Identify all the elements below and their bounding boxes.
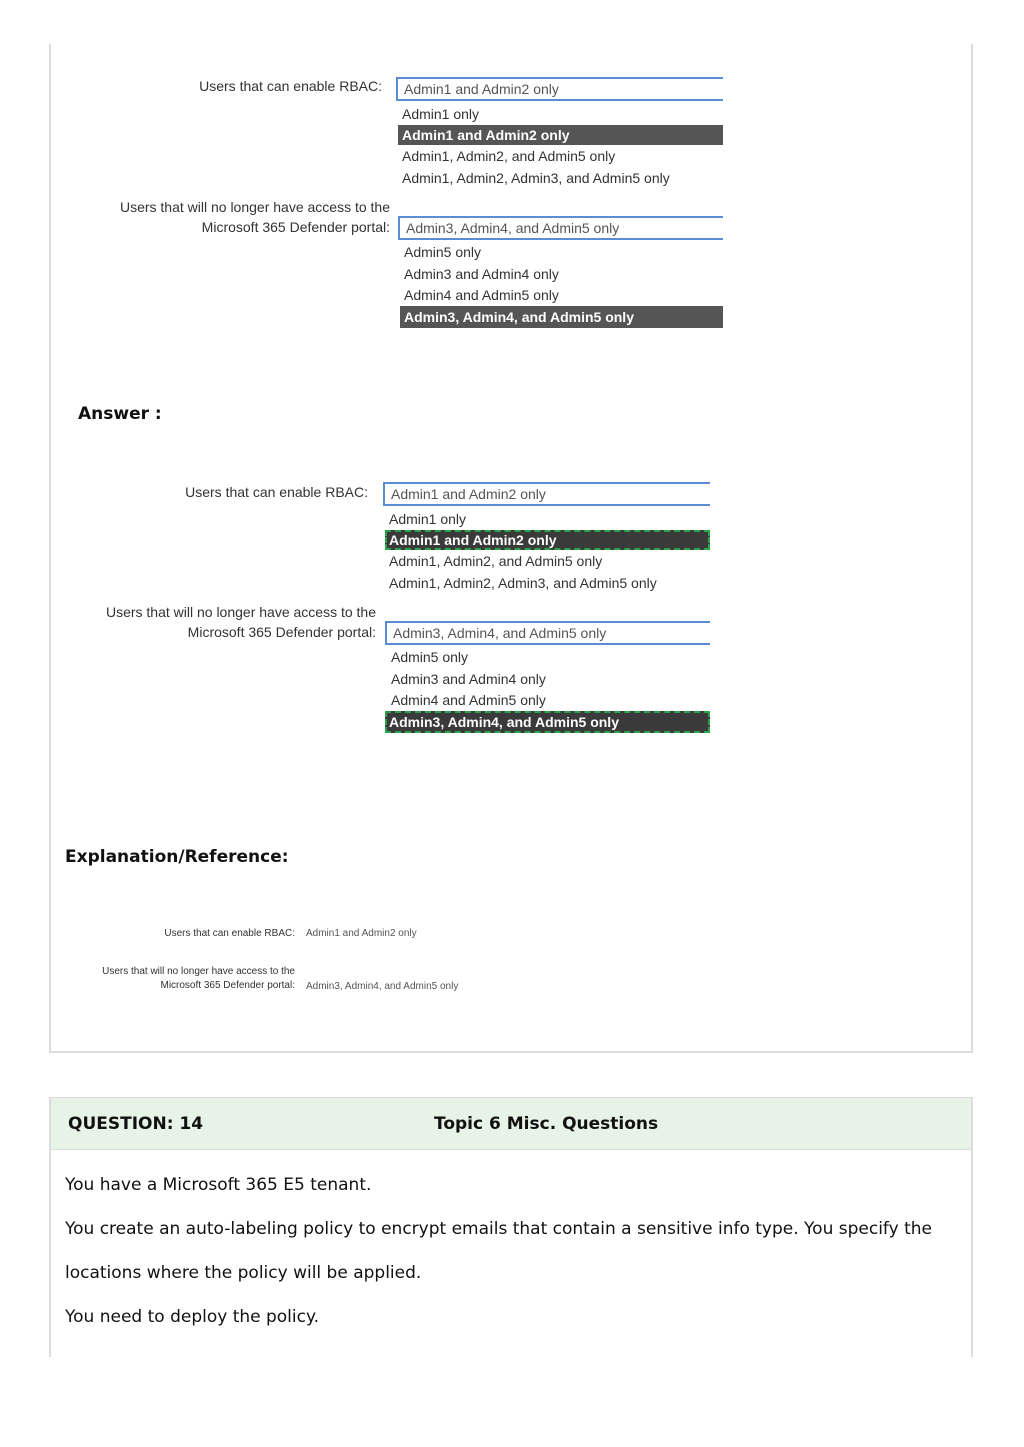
portal-option[interactable]: Admin4 and Admin5 only [404, 287, 559, 303]
portal-label-line2: Microsoft 365 Defender portal: [160, 980, 295, 991]
question-line: locations where the policy will be applied. [65, 1263, 422, 1283]
portal-select[interactable]: Admin3, Admin4, and Admin5 only [385, 621, 710, 645]
question-number: QUESTION: 14 [68, 1114, 204, 1134]
question-header [51, 1098, 971, 1150]
portal-select[interactable]: Admin3, Admin4, and Admin5 only [398, 216, 723, 240]
rbac-option[interactable]: Admin1, Admin2, Admin3, and Admin5 only [389, 575, 657, 591]
rbac-option[interactable]: Admin1, Admin2, Admin3, and Admin5 only [402, 170, 670, 186]
portal-option[interactable]: Admin3 and Admin4 only [404, 266, 559, 282]
rbac-label: Users that can enable RBAC: [164, 928, 295, 939]
rbac-value: Admin1 and Admin2 only [306, 928, 417, 939]
portal-option[interactable]: Admin3 and Admin4 only [391, 671, 546, 687]
question-14-card [49, 1097, 973, 1357]
question-line: You need to deploy the policy. [65, 1307, 320, 1327]
portal-label-line1: Users that will no longer have access to the [119, 199, 390, 215]
rbac-option[interactable]: Admin1 only [402, 106, 480, 122]
portal-option-answer[interactable]: Admin3, Admin4, and Admin5 only [385, 711, 710, 733]
rbac-label: Users that can enable RBAC: [199, 78, 382, 94]
explanation-heading: Explanation/Reference: [65, 847, 289, 867]
question-line: You have a Microsoft 365 E5 tenant. [65, 1175, 372, 1195]
portal-option[interactable]: Admin4 and Admin5 only [391, 692, 546, 708]
rbac-select[interactable]: Admin1 and Admin2 only [383, 482, 710, 506]
answer-heading: Answer : [78, 404, 162, 424]
rbac-option[interactable]: Admin1, Admin2, and Admin5 only [402, 148, 616, 164]
portal-label-line2: Microsoft 365 Defender portal: [201, 219, 390, 235]
rbac-option[interactable]: Admin1 only [389, 511, 467, 527]
portal-option-selected[interactable]: Admin3, Admin4, and Admin5 only [400, 306, 723, 328]
portal-value: Admin3, Admin4, and Admin5 only [306, 981, 459, 992]
portal-label-line2: Microsoft 365 Defender portal: [187, 624, 376, 640]
portal-label-line1: Users that will no longer have access to the [105, 604, 376, 620]
portal-label-line1: Users that will no longer have access to the [102, 966, 295, 977]
rbac-option-selected[interactable]: Admin1 and Admin2 only [398, 125, 723, 145]
rbac-label: Users that can enable RBAC: [185, 484, 368, 500]
portal-option[interactable]: Admin5 only [391, 649, 469, 665]
question-line: You create an auto-labeling policy to encrypt emails that contain a sensitive info type. You specify the [65, 1219, 932, 1239]
rbac-select[interactable]: Admin1 and Admin2 only [396, 77, 723, 101]
question-topic: Topic 6 Misc. Questions [434, 1114, 659, 1134]
portal-option[interactable]: Admin5 only [404, 244, 482, 260]
rbac-option[interactable]: Admin1, Admin2, and Admin5 only [389, 553, 603, 569]
rbac-option-answer[interactable]: Admin1 and Admin2 only [385, 530, 710, 550]
